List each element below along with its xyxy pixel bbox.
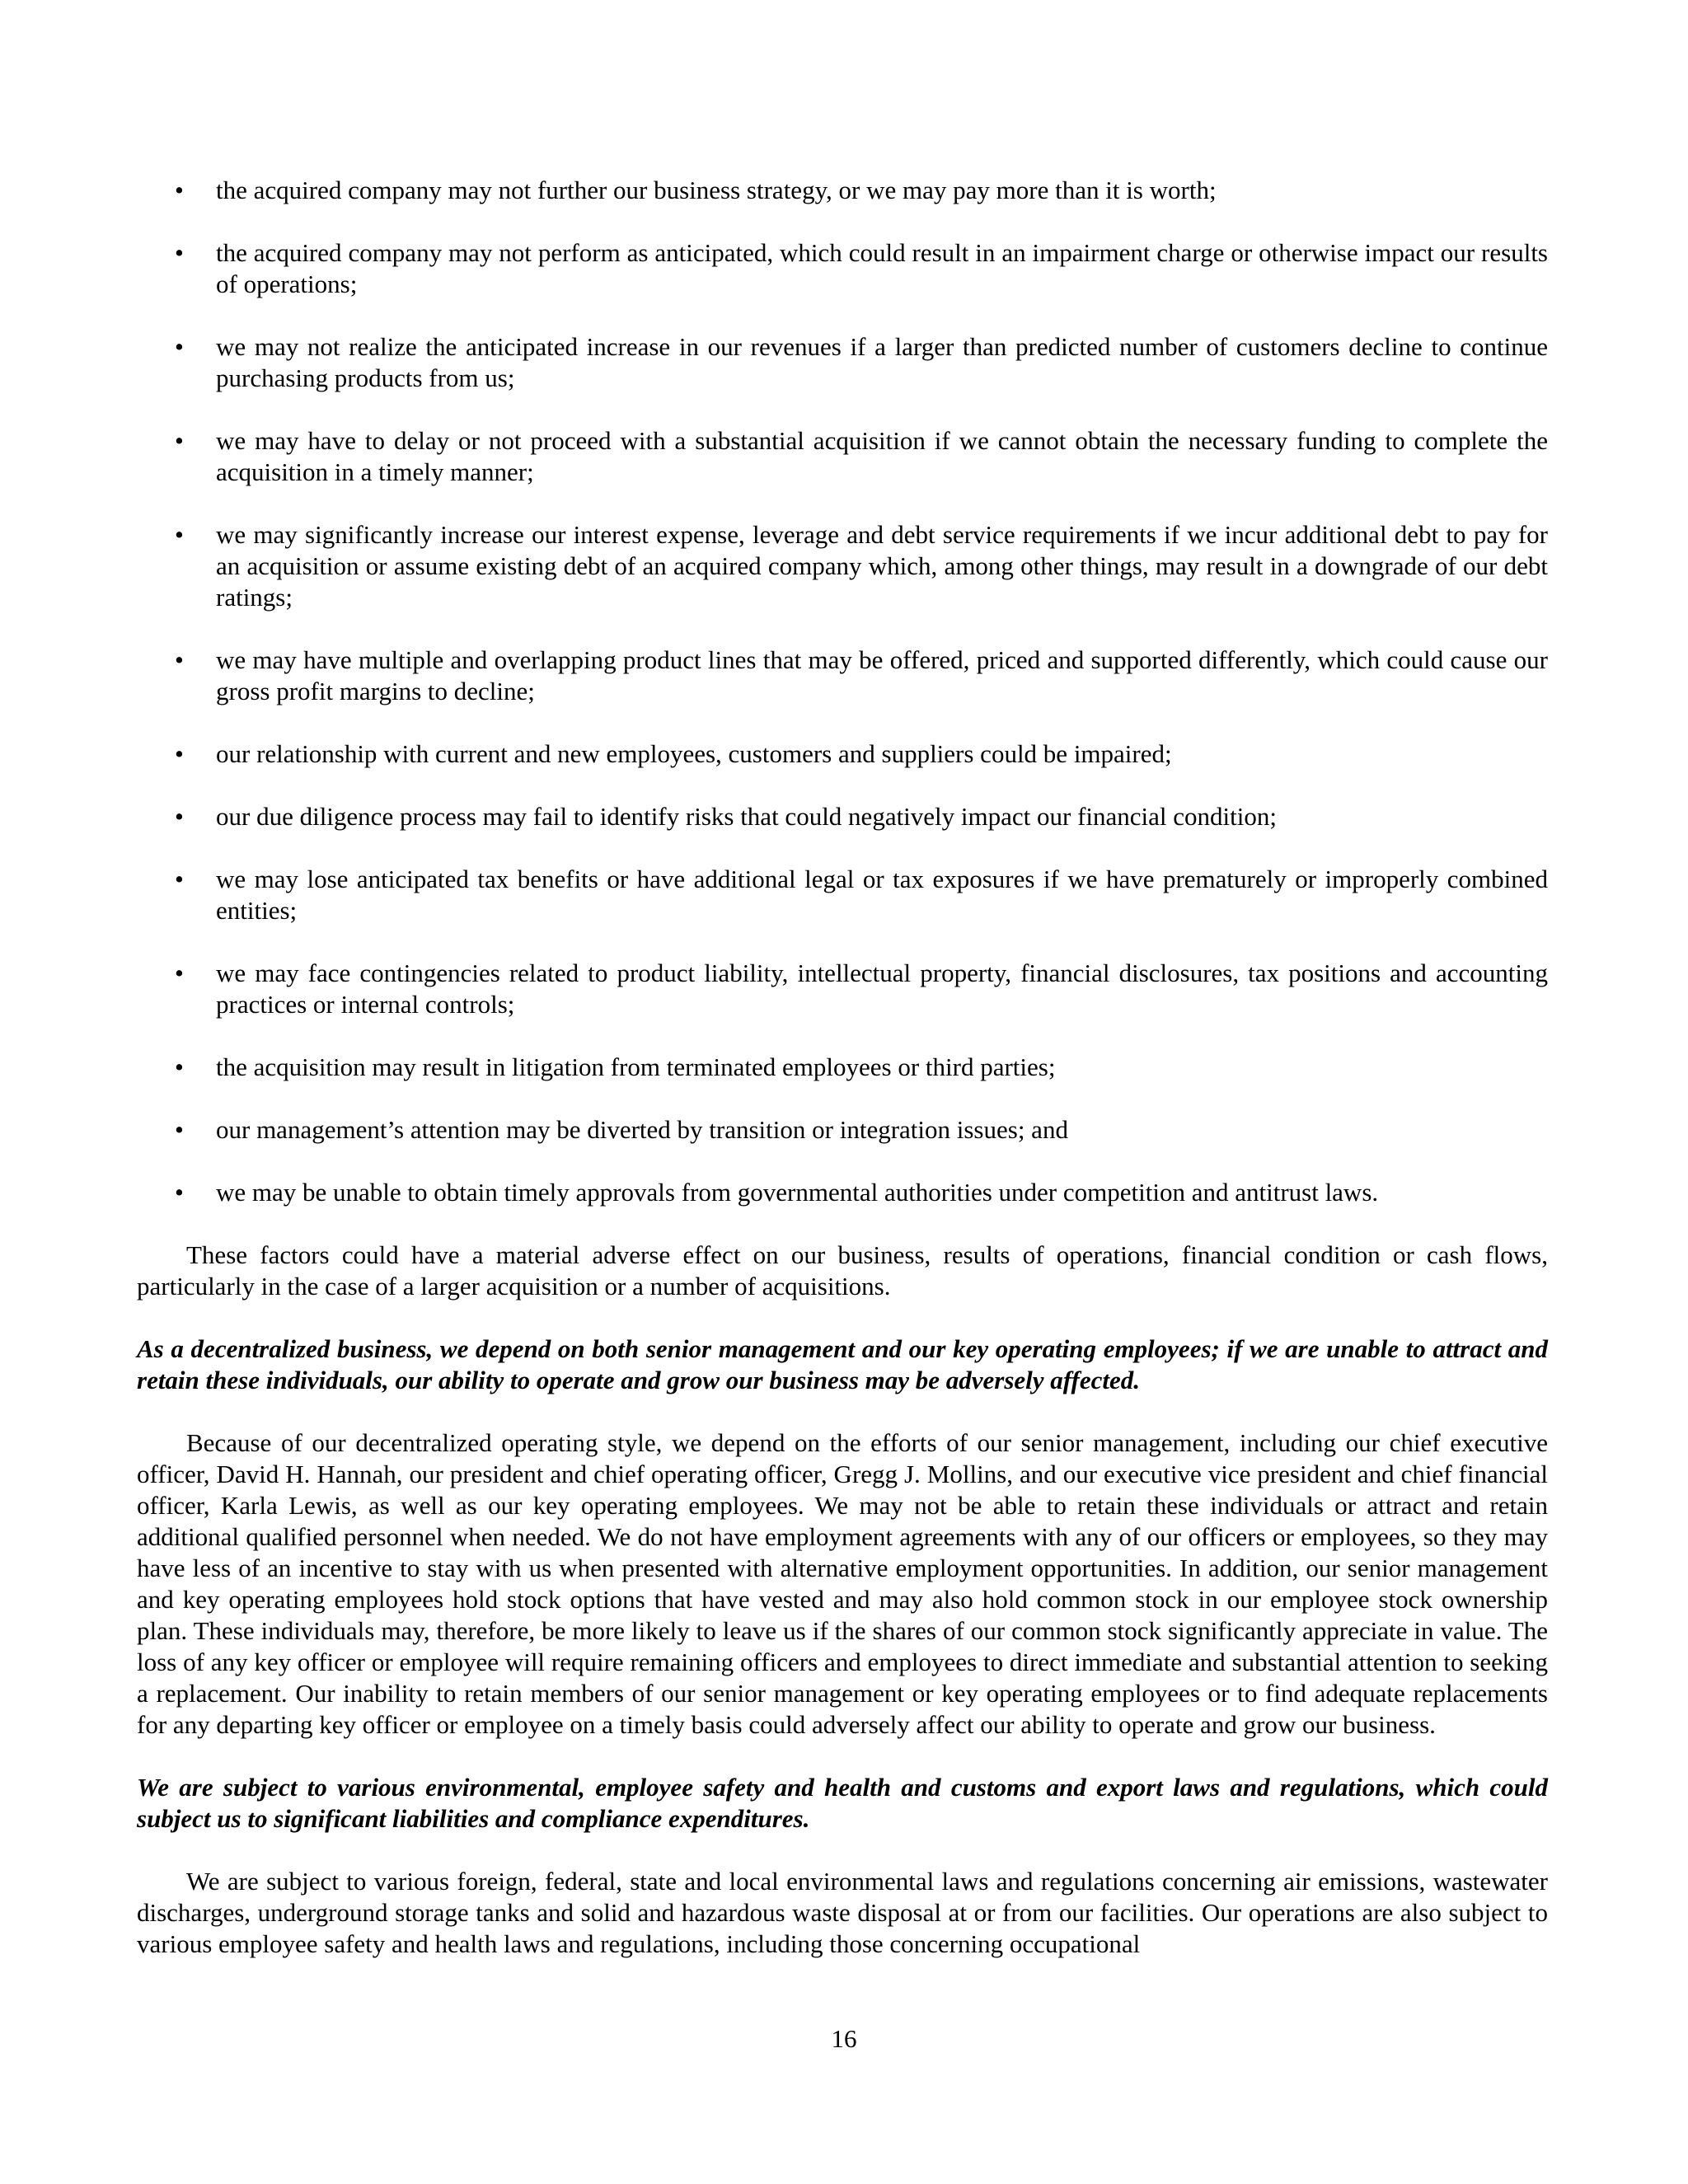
- list-item: [137, 801, 1548, 832]
- risk-bullet-list: [137, 175, 1548, 1208]
- list-item: [137, 425, 1548, 488]
- list-item-text: we may have to delay or not proceed with a substantial acquisition if we cannot obtain the necessary funding to complete the acquisition in a timely manner;: [216, 426, 1548, 486]
- list-item-text: our due diligence process may fail to identify risks that could negatively impact our financial condition;: [216, 802, 1277, 831]
- paragraph-environmental: We are subject to various foreign, federal, state and local environmental laws and regulations concerning air emissions, wastewater discharges, underground storage tanks and solid and hazardous waste disposal at or from our facilities. Our operations are also subject to various employee safety and health laws and regulations, including those concerning occupational: [137, 1867, 1548, 1958]
- list-item: [137, 1177, 1548, 1208]
- list-item-text: we may have multiple and overlapping product lines that may be offered, priced and supported differently, which could cause our gross profit margins to decline;: [216, 645, 1548, 705]
- list-item-text: we may significantly increase our interest expense, leverage and debt service requirements if we incur additional debt to pay for an acquisition or assume existing debt of an acquired company which, among other things, may result in a downgrade of our debt ratings;: [216, 520, 1548, 612]
- list-item: [137, 1052, 1548, 1083]
- list-item-text: the acquired company may not further our business strategy, or we may pay more than it is worth;: [216, 176, 1217, 204]
- list-item-text: our management’s attention may be diverted by transition or integration issues; and: [216, 1115, 1068, 1144]
- page-number: 16: [831, 2024, 857, 2053]
- bullet-marker: •: [175, 426, 184, 455]
- list-item-text: we may face contingencies related to product liability, intellectual property, financial disclosures, tax positions and accounting practices or internal controls;: [216, 958, 1548, 1019]
- bullet-marker: •: [175, 958, 184, 987]
- bullet-marker: •: [175, 645, 184, 674]
- bullet-marker: •: [175, 520, 184, 549]
- section-heading-management: As a decentralized business, we depend on both senior management and our key operating employees; if we are unable to attract and retain these individuals, our ability to operate and grow our business may be adversely affected.: [137, 1334, 1548, 1394]
- list-item: [137, 738, 1548, 770]
- list-item: [137, 331, 1548, 394]
- list-item: [137, 175, 1548, 206]
- list-item: [137, 958, 1548, 1020]
- list-item: [137, 237, 1548, 300]
- bullet-marker: •: [175, 332, 184, 361]
- paragraph-management: Because of our decentralized operating style, we depend on the efforts of our senior management, including our chief executive officer, David H. Hannah, our president and chief operating officer, Gregg J. Mollins, and our executive vice president and chief financial officer, Karla Lewis, as well as our key operating employees. We may not be able to retain these individuals or attract and retain additional qualified personnel when needed. We do not have employment agreements with any of our officers or employees, so they may have less of an incentive to stay with us when presented with alternative employment opportunities. In addition, our senior management and key operating employees hold stock options that have vested and may also hold common stock in our employee stock ownership plan. These individuals may, therefore, be more likely to leave us if the shares of our common stock significantly appreciate in value. The loss of any key officer or employee will require remaining officers and employees to direct immediate and substantial attention to seeking a replacement. Our inability to retain members of our senior management or key operating employees or to find adequate replacements for any departing key officer or employee on a timely basis could adversely affect our ability to operate and grow our business.: [137, 1428, 1548, 1739]
- bullet-marker: •: [175, 1052, 184, 1081]
- section-heading-environmental: We are subject to various environmental, employee safety and health and customs and export laws and regulations, which could subject us to significant liabilities and compliance expenditures.: [137, 1773, 1548, 1833]
- bullet-marker: •: [175, 802, 184, 831]
- list-item-text: we may be unable to obtain timely approvals from governmental authorities under competition and antitrust laws.: [216, 1178, 1379, 1207]
- list-item-text: we may lose anticipated tax benefits or have additional legal or tax exposures if we have prematurely or improperly combined entities;: [216, 865, 1548, 925]
- list-item: [137, 644, 1548, 707]
- bullet-marker: •: [175, 865, 184, 893]
- list-item-text: the acquisition may result in litigation from terminated employees or third parties;: [216, 1052, 1056, 1081]
- list-item: [137, 864, 1548, 926]
- bullet-marker: •: [175, 739, 184, 768]
- list-item: [137, 519, 1548, 613]
- bullet-marker: •: [175, 238, 184, 267]
- list-item-text: we may not realize the anticipated increase in our revenues if a larger than predicted number of customers decline to continue purchasing products from us;: [216, 332, 1548, 392]
- bullet-marker: •: [175, 176, 184, 204]
- list-item: [137, 1114, 1548, 1146]
- bullet-marker: •: [175, 1115, 184, 1144]
- list-item-text: the acquired company may not perform as anticipated, which could result in an impairment charge or otherwise impact our results of operations;: [216, 238, 1548, 298]
- paragraph-factors: These factors could have a material adverse effect on our business, results of operations, financial condition or cash flows, particularly in the case of a larger acquisition or a number of acquisitions.: [137, 1240, 1548, 1301]
- bullet-marker: •: [175, 1178, 184, 1207]
- list-item-text: our relationship with current and new employees, customers and suppliers could be impaired;: [216, 739, 1172, 768]
- document-page: [137, 175, 1548, 1991]
